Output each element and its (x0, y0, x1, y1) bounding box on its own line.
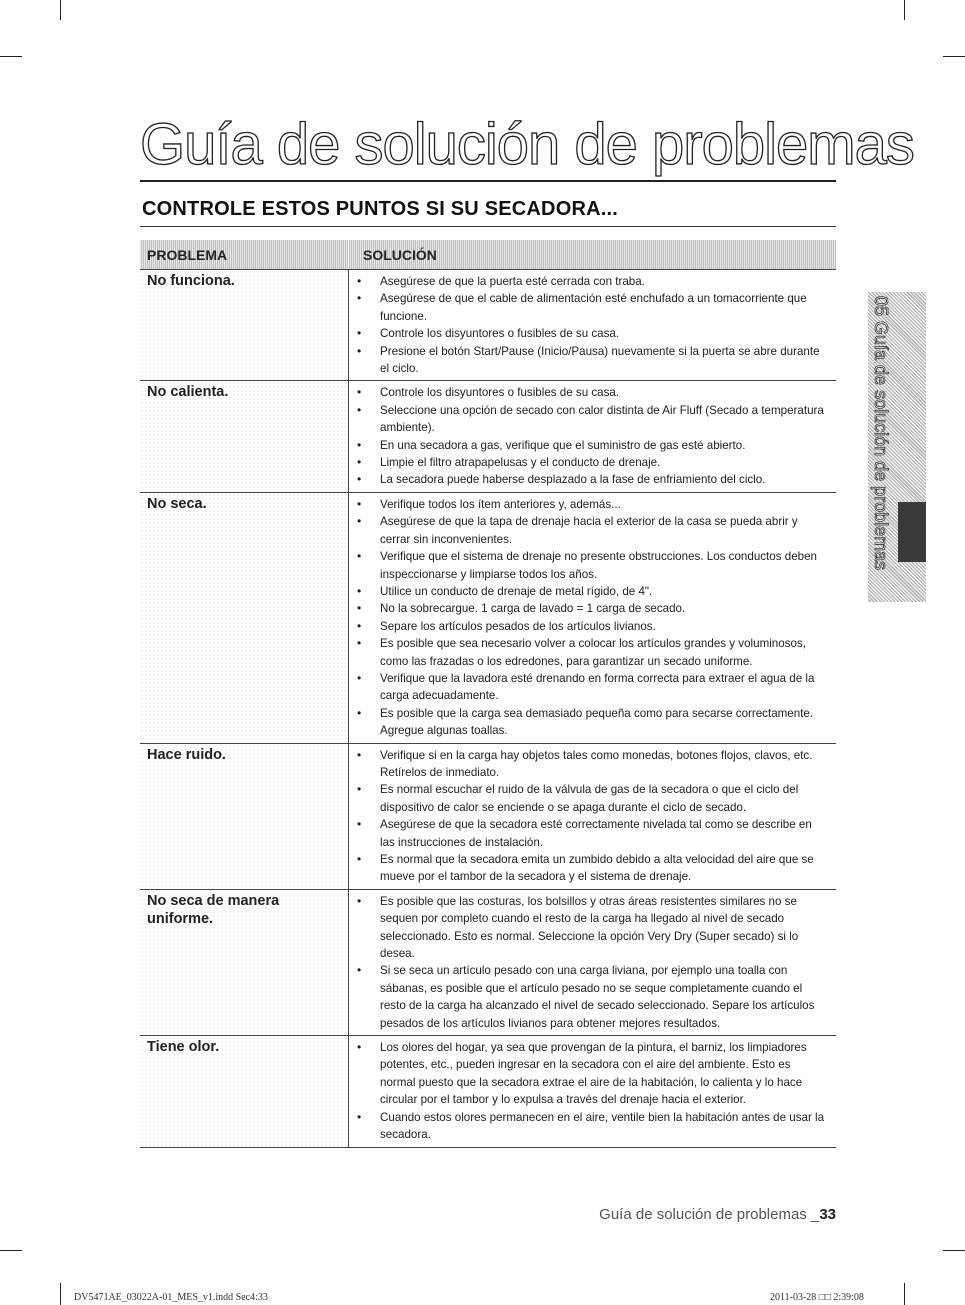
solution-item: • Asegúrese de que la secadora esté correctamente nivelada tal como se describe en las instrucciones de instalación. (353, 816, 828, 851)
solution-item: • Es posible que la carga sea demasiado pequeña como para secarse correctamente. Agregue algunas toallas. (353, 705, 828, 740)
solution-item: • Asegúrese de que la puerta esté cerrada con traba. (353, 273, 828, 290)
print-slug-file: DV5471AE_03022A-01_MES_v1.indd Sec4:33 (74, 1292, 268, 1303)
solution-item: • Verifique si en la carga hay objetos tales como monedas, botones flojos, clavos, etc. Retírelos de inmediato. (353, 747, 828, 782)
crop-mark (0, 56, 22, 57)
solution-list (353, 273, 828, 377)
crop-mark (904, 1283, 905, 1305)
solution-item: • Presione el botón Start/Pause (Inicio/Pausa) nuevamente si la puerta se abre durante el ciclo. (353, 343, 828, 378)
problem-cell: No seca de manera uniforme. (140, 890, 348, 1035)
solution-item: • Controle los disyuntores o fusibles de su casa. (353, 325, 828, 342)
solution-item: • Si se seca un artículo pesado con una carga liviana, por ejemplo una toalla con sábanas, es posible que el artículo pesado no se seque completamente cuando el resto de la carga ha alcanzado el nivel de secado seleccionado. Separe los artículos pesados de los artículos livianos para obtener mejores resultados. (353, 962, 828, 1032)
solution-list (353, 384, 828, 488)
solution-item: • Verifique todos los ítem anteriores y, además... (353, 496, 828, 513)
table-row (140, 1036, 836, 1147)
crop-mark (60, 1283, 61, 1305)
crop-mark (943, 1250, 965, 1251)
solution-item: • Es posible que sea necesario volver a colocar los artículos grandes y voluminosos, como las frazadas o los edredones, para garantizar un secado uniforme. (353, 635, 828, 670)
solution-cell (348, 1036, 836, 1146)
solution-cell (348, 493, 836, 743)
solution-item: • Los olores del hogar, ya sea que provengan de la pintura, el barniz, los limpiadores potentes, etc., pueden ingresar en la secadora con el aire del ambiente. Esto es normal puesto que la secadora extrae el aire de la habitación, lo calienta y lo hace circular por el tambor y lo expulsa a través del drenaje hacia el exterior. (353, 1039, 828, 1109)
solution-list (353, 893, 828, 1032)
solution-list (353, 1039, 828, 1143)
solution-item: • Es normal que la secadora emita un zumbido debido a alta velocidad del aire que se mueve por el tambor de la secadora y el sistema de drenaje. (353, 851, 828, 886)
table-row (140, 381, 836, 492)
crop-mark (0, 1250, 22, 1251)
solution-item: • Separe los artículos pesados de los artículos livianos. (353, 618, 828, 635)
table-row (140, 493, 836, 744)
solution-item: • Controle los disyuntores o fusibles de su casa. (353, 384, 828, 401)
page-footer (599, 1206, 836, 1223)
solution-item: • Limpie el filtro atrapapelusas y el conducto de drenaje. (353, 454, 828, 471)
solution-item: • Es posible que las costuras, los bolsillos y otras áreas resistentes similares no se sequen por completo cuando el resto de la carga ha llegado al nivel de secado seleccionado. Esto es normal. Seleccione la opción Very Dry (Super secado) si lo desea. (353, 893, 828, 963)
title-underline (140, 180, 836, 182)
section-divider (140, 226, 836, 227)
solution-item: • Cuando estos olores permanecen en el aire, ventile bien la habitación antes de usar la secadora. (353, 1109, 828, 1144)
problem-cell: Hace ruido. (140, 744, 348, 889)
table-body (140, 270, 836, 1148)
problem-cell: No calienta. (140, 381, 348, 491)
table-row (140, 744, 836, 890)
problem-cell: No funciona. (140, 270, 348, 380)
crop-mark (904, 0, 905, 20)
chapter-tab-label: 05 Guía de solución de problemas (871, 296, 891, 571)
section-heading: CONTROLE ESTOS PUNTOS SI SU SECADORA... (142, 198, 619, 220)
chapter-tab-marker (898, 502, 926, 562)
table-header (140, 240, 836, 270)
solution-item: • Verifique que la lavadora esté drenando en forma correcta para extraer el agua de la carga adecuadamente. (353, 670, 828, 705)
solution-item: • Asegúrese de que la tapa de drenaje hacia el exterior de la casa se pueda abrir y cerrar sin inconvenientes. (353, 513, 828, 548)
solution-item: • No la sobrecargue. 1 carga de lavado = 1 carga de secado. (353, 600, 828, 617)
troubleshooting-table (140, 240, 836, 1148)
crop-mark (60, 0, 61, 20)
solution-item: • Seleccione una opción de secado con calor distinta de Air Fluff (Secado a temperatura ambiente). (353, 402, 828, 437)
header-problem: PROBLEMA (147, 247, 228, 263)
solution-cell (348, 744, 836, 889)
solution-item: • La secadora puede haberse desplazado a la fase de enfriamiento del ciclo. (353, 471, 828, 488)
solution-cell (348, 381, 836, 491)
solution-cell (348, 890, 836, 1035)
crop-mark (943, 56, 965, 57)
header-solution: SOLUCIÓN (348, 240, 836, 269)
solution-item: • Es normal escuchar el ruido de la válvula de gas de la secadora o que el ciclo del dispositivo de calor se enciende o se apaga durante el ciclo de secado. (353, 781, 828, 816)
solution-list (353, 747, 828, 886)
solution-cell (348, 270, 836, 380)
solution-item: • En una secadora a gas, verifique que el suministro de gas esté abierto. (353, 437, 828, 454)
print-slug-date: 2011-03-28 □□ 2:39:08 (770, 1292, 864, 1303)
table-row (140, 270, 836, 381)
solution-item: • Verifique que el sistema de drenaje no presente obstrucciones. Los conductos deben inspeccionarse y limpiarse todos los años. (353, 548, 828, 583)
problem-cell: Tiene olor. (140, 1036, 348, 1146)
page-title: Guía de solución de problemas (140, 112, 914, 177)
table-row (140, 890, 836, 1036)
page-number: 33 (819, 1206, 836, 1223)
solution-list (353, 496, 828, 740)
problem-cell: No seca. (140, 493, 348, 743)
solution-item: • Asegúrese de que el cable de alimentación esté enchufado a un tomacorriente que funcione. (353, 290, 828, 325)
footer-text: Guía de solución de problemas _ (599, 1206, 820, 1223)
solution-item: • Utilice un conducto de drenaje de metal rígido, de 4". (353, 583, 828, 600)
